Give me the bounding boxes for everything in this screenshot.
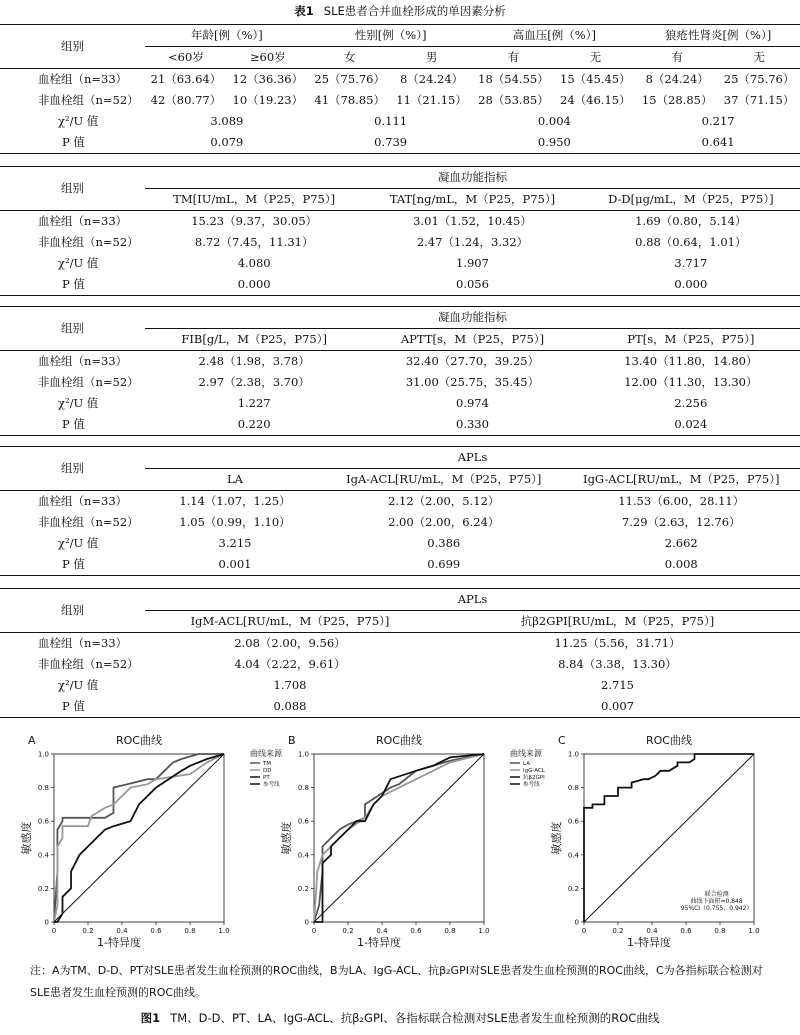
cell: 0.000: [674, 276, 708, 291]
cell: 12.00（11.30，13.30）: [624, 374, 758, 389]
table-block-2: [0, 166, 800, 296]
cell: 8.72（7.45，11.31）: [194, 234, 314, 249]
cell: 15.23（9.37，30.05）: [191, 213, 318, 228]
cell: 32.40（27.70，39.25）: [405, 353, 540, 368]
table-row: [0, 253, 800, 274]
table-block-5: [0, 588, 800, 718]
figure-caption: [0, 1010, 800, 1026]
sub-header: 男: [425, 49, 438, 64]
row-label: 非血栓组（n=52）: [38, 92, 139, 107]
x-tick-label: 0.4: [376, 927, 388, 935]
cell: 1.907: [456, 255, 489, 270]
cell: 0.699: [427, 556, 461, 571]
x-tick-label: 0.4: [646, 927, 658, 935]
row-label: P 值: [62, 276, 85, 291]
legend-entry: 参考线: [523, 782, 540, 788]
figure-title: TM、D-D、PT、LA、IgG-ACL、抗β₂GPⅠ、各指标联合检测对SLE患者发生血栓预测的ROC曲线: [170, 1011, 660, 1025]
table-number: 表1: [294, 4, 314, 18]
y-tick-label: 0.6: [567, 817, 579, 826]
cell: 2.00（2.00，6.24）: [388, 514, 500, 529]
table-block-4: [0, 446, 800, 576]
x-tick-label: 0.6: [150, 927, 162, 935]
table-row: [0, 132, 800, 154]
sub-header: IgG-ACL[RU/mL，M（P25，P75）]: [583, 471, 780, 486]
y-tick-label: 0.8: [567, 784, 579, 793]
panel-letter: C: [558, 734, 566, 747]
x-tick-label: 1.0: [218, 927, 230, 935]
x-tick-label: 0.2: [82, 927, 94, 935]
cell: 2.97（2.38，3.70）: [198, 374, 310, 389]
y-axis-label: 敏感度: [280, 821, 293, 855]
table-row: [0, 554, 800, 576]
row-label: P 值: [62, 556, 85, 571]
table-row: [0, 111, 800, 132]
x-tick-label: 0: [581, 927, 587, 935]
figure-note: 注：A为TM、D-D、PT对SLE患者发生血栓预测的ROC曲线，B为LA、IgG-ACL、抗β₂GPⅠ对SLE患者发生血栓预测的ROC曲线，C为各指标联合检测对SLE患者发生血栓预测的ROC曲线。: [30, 964, 763, 999]
y-tick-label: 0.8: [297, 784, 309, 793]
cell: 0.88（0.64，1.01）: [635, 234, 747, 249]
sub-header: ≥60岁: [249, 49, 286, 64]
coag-header: 凝血功能指标: [145, 167, 800, 189]
table-row: [0, 372, 800, 393]
table-row: [0, 633, 800, 655]
chart-title: ROC曲线: [376, 734, 422, 747]
table-row: [0, 274, 800, 296]
cell: 0.007: [601, 698, 634, 713]
cell: 7.29（2.63，12.76）: [621, 514, 741, 529]
legend-entry: LA: [523, 761, 530, 767]
annotation-text: 联合检测: [704, 891, 729, 898]
legend-entry: TM: [263, 761, 272, 767]
cell: 1.05（0.99，1.10）: [179, 514, 291, 529]
y-tick-label: 0.4: [297, 851, 309, 860]
legend-entry: PT: [263, 775, 270, 781]
table-block-3: [0, 306, 800, 436]
cell: 1.708: [273, 677, 307, 692]
x-tick-label: 1.0: [748, 927, 760, 935]
x-tick-label: 0.8: [714, 927, 726, 935]
sub-header: APTT[s，M（P25，P75）]: [400, 331, 545, 346]
cell: 11.25（5.56，31.71）: [554, 635, 681, 650]
age-header: 年龄[例（%）]: [145, 25, 309, 47]
cell: 0.001: [218, 556, 252, 571]
table-row: [0, 351, 800, 373]
cell: 0.008: [664, 556, 698, 571]
legend-entry: 抗β2GPⅠ: [523, 775, 545, 781]
cell: 31.00（25.75，35.45）: [405, 374, 540, 389]
coag-header: 凝血功能指标: [145, 307, 800, 329]
legend-entry: IgG-ACL: [523, 768, 545, 774]
panel-letter: A: [28, 734, 36, 747]
cell: 0.386: [427, 535, 461, 550]
cell: 18（54.55）: [478, 71, 549, 86]
row-label: 非血栓组（n=52）: [38, 374, 139, 389]
lupus-header: 狼疮性肾炎[例（%）]: [636, 25, 800, 47]
x-axis-label: 1-特异度: [97, 936, 141, 949]
table-row: [0, 211, 800, 233]
sub-header: 无: [753, 49, 765, 64]
cell: 1.14（1.07，1.25）: [179, 493, 291, 508]
x-tick-label: 0: [311, 927, 317, 935]
cell: 2.48（1.98，3.78）: [198, 353, 310, 368]
cell: 0.330: [456, 416, 489, 431]
cell: 0.974: [456, 395, 489, 410]
sub-header: TM[IU/mL，M（P25，P75）]: [173, 191, 336, 206]
y-tick-label: 0.6: [297, 817, 309, 826]
sex-header: 性别[例（%）]: [309, 25, 473, 47]
roc-panel-A: [19, 733, 283, 949]
table-row: [0, 90, 800, 111]
cell: 3.089: [210, 113, 244, 128]
y-tick-label: 0: [44, 918, 49, 927]
table-row: [0, 491, 800, 513]
x-axis-label: 1-特异度: [357, 936, 401, 949]
apls-header: APLs: [145, 447, 800, 469]
cell: 28（53.85）: [478, 92, 549, 107]
cell: 0.056: [456, 276, 489, 291]
cell: 25（75.76）: [314, 71, 385, 86]
cell: 2.256: [674, 395, 708, 410]
row-label: P 值: [62, 416, 85, 431]
cell: 2.08（2.00，9.56）: [234, 635, 346, 650]
legend-entry: 参考线: [263, 782, 280, 788]
legend-title: 曲线来源: [250, 749, 282, 758]
x-tick-label: 0.2: [342, 927, 354, 935]
table-row: [0, 675, 800, 696]
cell: 10（19.23）: [232, 92, 304, 107]
cell: 0.000: [237, 276, 271, 291]
cell: 12（36.36）: [232, 71, 304, 86]
cell: 0.088: [273, 698, 307, 713]
x-tick-label: 0.4: [116, 927, 128, 935]
y-tick-label: 0.2: [567, 884, 579, 893]
y-tick-label: 0.8: [37, 784, 49, 793]
cell: 0.220: [237, 416, 271, 431]
row-label: P 值: [62, 698, 85, 713]
cell: 13.40（11.80，14.80）: [624, 353, 758, 368]
row-label: 血栓组（n=33）: [38, 213, 128, 228]
cell: 2.662: [664, 535, 698, 550]
sub-header: LA: [227, 471, 243, 486]
sub-header: 抗β2GPⅠ[RU/mL，M（P25，P75）]: [520, 613, 715, 628]
y-tick-label: 1.0: [37, 750, 49, 759]
row-label: χ²/U 值: [58, 113, 99, 128]
sub-header: IgM-ACL[RU/mL，M（P25，P75）]: [190, 613, 390, 628]
y-axis-label: 敏感度: [20, 821, 33, 855]
cell: 3.717: [674, 255, 708, 270]
table-row: [0, 393, 800, 414]
roc-panel-B: [279, 733, 546, 949]
roc-series-line: [54, 754, 224, 922]
sub-header: TAT[ng/mL，M（P25，P75）]: [389, 191, 556, 206]
sub-header: <60岁: [168, 49, 204, 64]
cell: 2.715: [601, 677, 634, 692]
roc-panel-C: [549, 733, 760, 949]
x-tick-label: 1.0: [478, 927, 490, 935]
apls-header: APLs: [145, 589, 800, 611]
cell: 15（28.85）: [641, 92, 713, 107]
sub-header: D-D[μg/mL，M（P25，P75）]: [608, 191, 774, 206]
table-title: SLE患者合并血栓形成的单因素分析: [323, 4, 506, 18]
row-label: χ²/U 值: [58, 677, 99, 692]
row-label: 血栓组（n=33）: [38, 635, 128, 650]
panel-letter: B: [288, 734, 296, 747]
table-row: [0, 512, 800, 533]
row-label: 非血栓组（n=52）: [38, 234, 139, 249]
table-caption: [0, 3, 800, 19]
row-label: χ²/U 值: [58, 395, 99, 410]
row-label: 血栓组（n=33）: [38, 493, 128, 508]
chart-title: ROC曲线: [116, 734, 162, 747]
cell: 0.079: [210, 134, 244, 149]
y-axis-label: 敏感度: [550, 821, 563, 855]
annotation-text: 曲线下面积=0.848: [690, 898, 743, 905]
y-tick-label: 1.0: [567, 750, 579, 759]
cell: 1.69（0.80，5.14）: [635, 213, 747, 228]
sub-header: 有: [507, 49, 520, 64]
x-tick-label: 0.8: [444, 927, 456, 935]
y-tick-label: 1.0: [297, 750, 309, 759]
chart-title: ROC曲线: [646, 734, 692, 747]
x-tick-label: 0.2: [612, 927, 624, 935]
sub-header: 女: [343, 49, 356, 64]
cell: 3.215: [218, 535, 252, 550]
sub-header: PT[s，M（P25，P75）]: [627, 331, 755, 346]
y-tick-label: 0.4: [567, 851, 579, 860]
table-block-1: [0, 24, 800, 154]
row-label: χ²/U 值: [58, 255, 99, 270]
group-header: 组别: [61, 602, 84, 617]
x-tick-label: 0: [51, 927, 57, 935]
x-tick-label: 0.6: [410, 927, 422, 935]
cell: 24（46.15）: [560, 92, 631, 107]
legend-entry: DD: [263, 768, 272, 774]
y-tick-label: 0.2: [37, 884, 49, 893]
cell: 1.227: [237, 395, 271, 410]
table-row: [0, 654, 800, 675]
cell: 0.111: [374, 113, 408, 128]
sub-header: 有: [671, 49, 683, 64]
group-header: 组别: [61, 460, 84, 475]
cell: 8.84（3.38，13.30）: [558, 656, 677, 671]
y-tick-label: 0.4: [37, 851, 49, 860]
x-axis-label: 1-特异度: [627, 936, 671, 949]
cell: 4.04（2.22，9.61）: [234, 656, 346, 671]
cell: 0.024: [674, 416, 708, 431]
group-header: 组别: [61, 38, 84, 53]
cell: 21（63.64）: [150, 71, 222, 86]
roc-figure: [0, 730, 800, 958]
sub-header: IgA-ACL[RU/mL，M（P25，P75）]: [346, 471, 542, 486]
figure-number: 图1: [140, 1011, 161, 1025]
table-row: [0, 232, 800, 253]
cell: 2.12（2.00，5.12）: [388, 493, 500, 508]
legend-title: 曲线来源: [510, 749, 542, 758]
cell: 4.080: [237, 255, 271, 270]
table-row: [0, 533, 800, 554]
cell: 25（75.76）: [723, 71, 795, 86]
sub-header: FIB[g/L，M（P25，P75）]: [181, 331, 327, 346]
cell: 42（80.77）: [150, 92, 222, 107]
group-header: 组别: [61, 320, 84, 335]
cell: 11（21.15）: [396, 92, 467, 107]
cell: 11.53（6.00，28.11）: [618, 493, 745, 508]
row-label: 非血栓组（n=52）: [38, 656, 139, 671]
table-row: [0, 69, 800, 91]
table-row: [0, 414, 800, 436]
x-tick-label: 0.8: [184, 927, 196, 935]
sub-header: 无: [589, 49, 602, 64]
row-label: χ²/U 值: [58, 535, 99, 550]
cell: 0.641: [701, 134, 735, 149]
cell: 0.739: [374, 134, 408, 149]
cell: 15（45.45）: [560, 71, 631, 86]
row-label: 血栓组（n=33）: [38, 71, 128, 86]
row-label: P 值: [62, 134, 85, 149]
row-label: 血栓组（n=33）: [38, 353, 128, 368]
cell: 3.01（1.52，10.45）: [413, 213, 532, 228]
cell: 0.004: [537, 113, 571, 128]
cell: 0.217: [701, 113, 735, 128]
cell: 37（71.15）: [723, 92, 795, 107]
y-tick-label: 0: [574, 918, 579, 927]
y-tick-label: 0.6: [37, 817, 49, 826]
table-row: [0, 696, 800, 718]
annotation-text: 95%CI（0.755，0.942）: [680, 905, 753, 912]
cell: 2.47（1.24，3.32）: [416, 234, 529, 249]
y-tick-label: 0: [304, 918, 309, 927]
group-header: 组别: [61, 180, 84, 195]
htn-header: 高血压[例（%）]: [473, 25, 637, 47]
cell: 41（78.85）: [314, 92, 385, 107]
y-tick-label: 0.2: [297, 884, 309, 893]
x-tick-label: 0.6: [680, 927, 692, 935]
cell: 8（24.24）: [645, 71, 709, 86]
row-label: 非血栓组（n=52）: [38, 514, 139, 529]
cell: 8（24.24）: [399, 71, 464, 86]
cell: 0.950: [537, 134, 571, 149]
